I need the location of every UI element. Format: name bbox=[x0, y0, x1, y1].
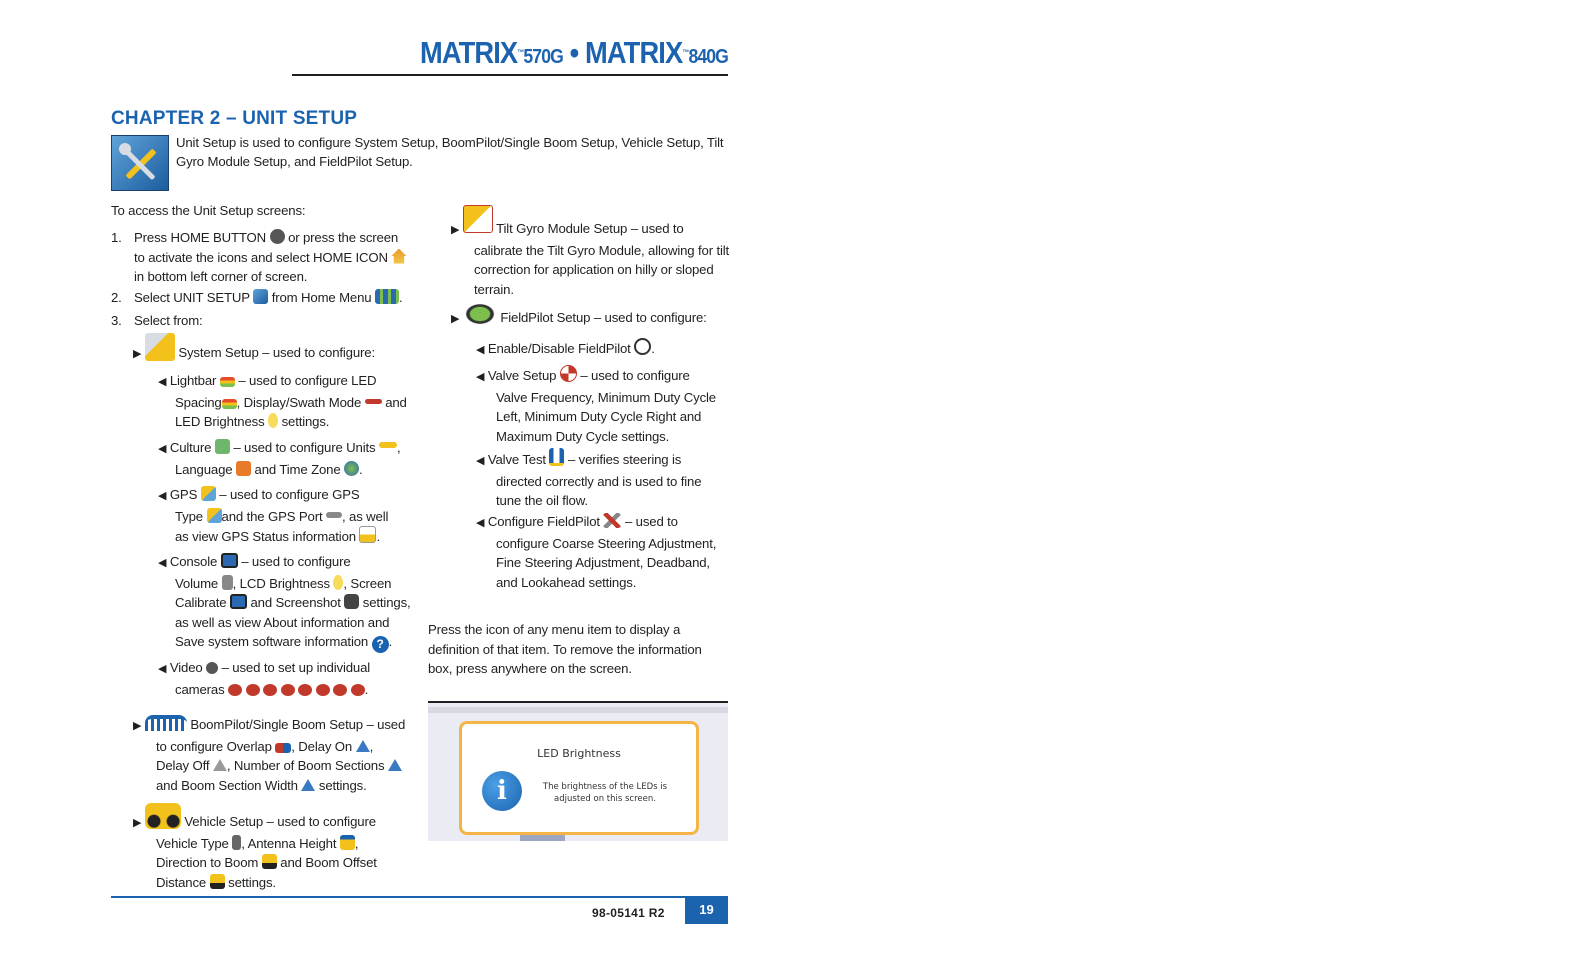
valve-setup-item bbox=[476, 365, 726, 446]
system-setup-icon bbox=[145, 333, 175, 361]
item-text: – used to bbox=[624, 514, 678, 529]
item-text: , bbox=[396, 440, 401, 455]
arrow-left-icon: ◀ bbox=[158, 490, 167, 502]
item-text: . bbox=[359, 461, 363, 477]
item-text: Culture bbox=[169, 440, 212, 455]
item-text: to configure Overlap bbox=[156, 738, 272, 754]
item-text: Console bbox=[169, 554, 218, 569]
item-text: , LCD Brightness bbox=[232, 575, 330, 591]
item-text: Valve Frequency, Minimum Duty Cycle bbox=[496, 389, 716, 405]
access-heading: To access the Unit Setup screens: bbox=[111, 203, 306, 218]
volume-icon bbox=[222, 575, 233, 590]
camera-icon bbox=[246, 684, 260, 696]
item-text: settings. bbox=[228, 874, 276, 890]
console-item bbox=[158, 552, 418, 653]
item-text: Lightbar bbox=[169, 373, 217, 388]
item-text: GPS bbox=[169, 487, 198, 502]
screenshot-icon bbox=[344, 594, 359, 609]
item-text: Type bbox=[175, 508, 203, 524]
item-text: , bbox=[369, 738, 374, 754]
item-text: correction for application on hilly or sloped bbox=[474, 262, 714, 277]
screen-toolbar bbox=[428, 707, 728, 713]
item-text: . bbox=[376, 529, 380, 544]
dialog-title: LED Brightness bbox=[537, 747, 621, 760]
brand-word: MATRIX bbox=[419, 35, 518, 70]
brand-model: 840G bbox=[688, 46, 728, 68]
camera-icon bbox=[263, 684, 277, 696]
boompilot-item bbox=[133, 715, 418, 795]
gps-icon bbox=[201, 486, 216, 501]
arrow-left-icon: ◀ bbox=[476, 344, 485, 356]
dialog-line: The brightness of the LEDs is bbox=[542, 782, 668, 792]
display-swath-icon bbox=[365, 399, 382, 404]
brand-title bbox=[344, 36, 728, 74]
item-text: Enable/Disable FieldPilot bbox=[487, 341, 631, 356]
item-text: – used to set up individual bbox=[221, 660, 371, 675]
system-setup-label: System Setup – used to configure: bbox=[178, 345, 375, 360]
vehicle-icon bbox=[145, 803, 181, 829]
item-text: Maximum Duty Cycle settings. bbox=[496, 428, 670, 444]
home-button-icon bbox=[270, 229, 285, 244]
time-zone-icon bbox=[344, 461, 359, 476]
about-icon: ? bbox=[372, 636, 389, 653]
item-text: – used to configure GPS bbox=[219, 487, 360, 502]
step-text: to activate the icons and select HOME ICON bbox=[134, 249, 388, 265]
item-text: Direction to Boom bbox=[156, 855, 259, 870]
item-text: Calibrate bbox=[175, 595, 227, 610]
step-text: from Home Menu bbox=[271, 290, 372, 305]
boom-width-icon bbox=[301, 779, 315, 791]
camera-icon bbox=[351, 684, 365, 696]
units-icon bbox=[379, 442, 397, 448]
led-brightness-icon bbox=[268, 413, 278, 428]
vehicle-item bbox=[133, 803, 418, 892]
lightbar-icon bbox=[220, 377, 235, 387]
item-text: Vehicle Type bbox=[156, 835, 229, 851]
arrow-right-icon: ▶ bbox=[133, 348, 142, 360]
item-text: Vehicle Setup – used to configure bbox=[184, 814, 376, 829]
item-text: settings, bbox=[362, 595, 411, 610]
item-text: tune the oil flow. bbox=[496, 493, 588, 508]
item-text: Valve Test bbox=[487, 452, 546, 467]
fieldpilot-item bbox=[451, 302, 731, 330]
fieldpilot-enable-item bbox=[476, 338, 726, 361]
vehicle-type-icon bbox=[232, 835, 241, 850]
item-text: calibrate the Tilt Gyro Module, allowing for tilt bbox=[474, 242, 730, 258]
video-icon bbox=[206, 662, 218, 674]
video-item bbox=[158, 658, 418, 699]
item-text: . bbox=[651, 341, 655, 356]
arrow-left-icon: ◀ bbox=[476, 371, 485, 383]
boompilot-icon bbox=[145, 715, 187, 731]
item-text: LED Brightness bbox=[175, 414, 265, 429]
gps-status-icon bbox=[359, 526, 376, 543]
antenna-height-icon bbox=[340, 835, 355, 850]
arrow-left-icon: ◀ bbox=[158, 443, 167, 455]
arrow-left-icon: ◀ bbox=[158, 663, 167, 675]
fieldpilot-icon bbox=[463, 302, 497, 326]
item-text: , Number of Boom Sections bbox=[226, 758, 385, 773]
item-text: , Antenna Height bbox=[241, 835, 337, 851]
arrow-right-icon: ▶ bbox=[133, 817, 142, 829]
gps-item bbox=[158, 485, 418, 547]
item-text: and Screenshot bbox=[250, 595, 341, 610]
camera-icon bbox=[228, 684, 242, 696]
item-text: . bbox=[364, 681, 369, 697]
display-mode-icon bbox=[222, 399, 237, 409]
culture-icon bbox=[215, 439, 230, 454]
item-text: – used to configure LED bbox=[238, 373, 377, 388]
arrow-left-icon: ◀ bbox=[476, 455, 485, 467]
item-text: Spacing bbox=[175, 394, 222, 410]
configure-fieldpilot-icon bbox=[603, 513, 621, 528]
dialog-text bbox=[530, 781, 680, 805]
lcd-brightness-icon bbox=[333, 575, 343, 590]
item-text: Fine Steering Adjustment, Deadband, bbox=[496, 555, 710, 570]
step-text: . bbox=[399, 290, 403, 305]
camera-icon bbox=[281, 684, 295, 696]
item-text: cameras bbox=[175, 681, 225, 697]
step-text: Press HOME BUTTON bbox=[134, 230, 267, 245]
step-text: or press the screen bbox=[288, 230, 399, 245]
arrow-left-icon: ◀ bbox=[158, 557, 167, 569]
configure-fieldpilot-item bbox=[476, 512, 726, 592]
direction-to-boom-icon bbox=[262, 854, 277, 869]
item-text: settings. bbox=[318, 777, 367, 793]
item-text: FieldPilot Setup – used to configure: bbox=[500, 310, 707, 325]
item-text: directed correctly and is used to fine bbox=[496, 473, 702, 489]
step-3 bbox=[111, 311, 203, 331]
trademark: ™ bbox=[682, 48, 689, 57]
note-line: definition of that item. To remove the information bbox=[428, 641, 702, 657]
item-text: and Time Zone bbox=[254, 461, 341, 477]
item-text: and Boom Section Width bbox=[156, 777, 298, 793]
step-2 bbox=[111, 288, 421, 308]
tilt-gyro-item bbox=[451, 205, 731, 299]
culture-item bbox=[158, 438, 418, 479]
item-text: as view GPS Status information bbox=[175, 529, 356, 544]
brand-separator: • bbox=[562, 35, 586, 70]
header-rule bbox=[292, 74, 728, 76]
unit-setup-small-icon bbox=[253, 289, 268, 304]
item-text: terrain. bbox=[474, 281, 514, 297]
item-text: , Display/Swath Mode bbox=[236, 394, 362, 410]
brand-model: 570G bbox=[523, 46, 563, 68]
info-icon bbox=[482, 771, 522, 811]
item-text: Tilt Gyro Module Setup – used to bbox=[496, 221, 684, 236]
note-line: box, press anywhere on the screen. bbox=[428, 661, 632, 676]
valve-test-item bbox=[476, 448, 726, 511]
arrow-left-icon: ◀ bbox=[158, 376, 167, 388]
lightbar-item bbox=[158, 371, 418, 432]
camera-icons bbox=[228, 682, 365, 697]
press-note bbox=[428, 620, 728, 679]
item-text: – used to configure bbox=[580, 368, 690, 383]
screen-capture bbox=[428, 703, 728, 841]
arrow-right-icon: ▶ bbox=[133, 720, 142, 732]
item-text: as well as view About information and bbox=[175, 614, 390, 630]
item-text: and the GPS Port bbox=[221, 508, 323, 524]
system-setup-item bbox=[133, 333, 375, 365]
item-text: , Delay On bbox=[291, 738, 353, 754]
delay-off-icon bbox=[213, 759, 227, 771]
step-1 bbox=[111, 228, 421, 287]
step-text: Select UNIT SETUP bbox=[134, 290, 250, 305]
step-text: Select from: bbox=[134, 313, 203, 328]
item-text: configure Coarse Steering Adjustment, bbox=[496, 535, 717, 551]
footer-rule bbox=[111, 896, 728, 898]
item-text: Valve Setup bbox=[487, 368, 557, 383]
step-number: 1. bbox=[111, 230, 122, 245]
note-line: Press the icon of any menu item to display a bbox=[428, 622, 681, 637]
home-icon bbox=[391, 249, 406, 264]
item-text: – used to configure bbox=[241, 554, 351, 569]
page-number: 19 bbox=[685, 896, 728, 924]
item-text: Configure FieldPilot bbox=[487, 514, 600, 529]
valve-test-icon bbox=[549, 448, 564, 466]
camera-icon bbox=[333, 684, 347, 696]
arrow-right-icon: ▶ bbox=[451, 224, 460, 236]
item-text: Left, Minimum Duty Cycle Right and bbox=[496, 409, 702, 424]
item-text: Delay Off bbox=[156, 758, 210, 773]
boom-offset-icon bbox=[210, 874, 225, 889]
item-text: Language bbox=[175, 461, 233, 477]
step-number: 2. bbox=[111, 290, 122, 305]
valve-setup-icon bbox=[560, 365, 577, 382]
gps-type-icon bbox=[207, 508, 222, 523]
gps-port-icon bbox=[326, 512, 342, 518]
item-text: – used to configure Units bbox=[233, 440, 376, 455]
info-glyph: i bbox=[497, 776, 507, 806]
info-dialog[interactable] bbox=[459, 721, 699, 835]
unit-setup-icon bbox=[111, 135, 169, 191]
item-text: , Screen bbox=[343, 575, 392, 591]
arrow-left-icon: ◀ bbox=[476, 517, 485, 529]
camera-icon bbox=[298, 684, 312, 696]
item-text: settings. bbox=[281, 414, 330, 429]
arrow-right-icon: ▶ bbox=[451, 313, 460, 325]
item-text: BoomPilot/Single Boom Setup – used bbox=[190, 717, 406, 732]
step-number: 3. bbox=[111, 313, 122, 328]
boom-sections-icon bbox=[388, 759, 402, 771]
dialog-line: adjusted on this screen. bbox=[554, 794, 656, 804]
tilt-gyro-icon bbox=[463, 205, 493, 233]
home-menu-icon bbox=[375, 289, 399, 304]
console-icon bbox=[221, 553, 238, 568]
steering-wheel-icon bbox=[634, 338, 651, 355]
item-text: and Boom Offset bbox=[280, 855, 377, 870]
brand-word: MATRIX bbox=[585, 35, 683, 70]
overlap-icon bbox=[275, 743, 291, 753]
screen-calibrate-icon bbox=[230, 594, 247, 609]
item-text: Distance bbox=[156, 874, 207, 890]
language-icon bbox=[236, 461, 251, 476]
intro-text: Unit Setup is used to configure System Setup, BoomPilot/Single Boom Setup, Vehicle Setup, Tilt Gyro Module Setup, and FieldPilot Setup. bbox=[176, 135, 724, 169]
doc-number: 98-05141 R2 bbox=[592, 906, 665, 920]
item-text: , as well bbox=[342, 508, 389, 524]
chapter-title: CHAPTER 2 – UNIT SETUP bbox=[111, 108, 358, 129]
item-text: and bbox=[385, 394, 407, 410]
camera-icon bbox=[316, 684, 330, 696]
trademark: ™ bbox=[517, 48, 524, 57]
item-text: Volume bbox=[175, 575, 219, 591]
item-text: – verifies steering is bbox=[567, 452, 682, 467]
item-text: , bbox=[354, 835, 359, 851]
delay-on-icon bbox=[356, 740, 370, 752]
item-text: Video bbox=[169, 660, 203, 675]
item-text: and Lookahead settings. bbox=[496, 574, 637, 590]
step-text: in bottom left corner of screen. bbox=[134, 269, 308, 284]
item-text: . bbox=[388, 634, 393, 649]
item-text: Save system software information bbox=[175, 634, 369, 649]
